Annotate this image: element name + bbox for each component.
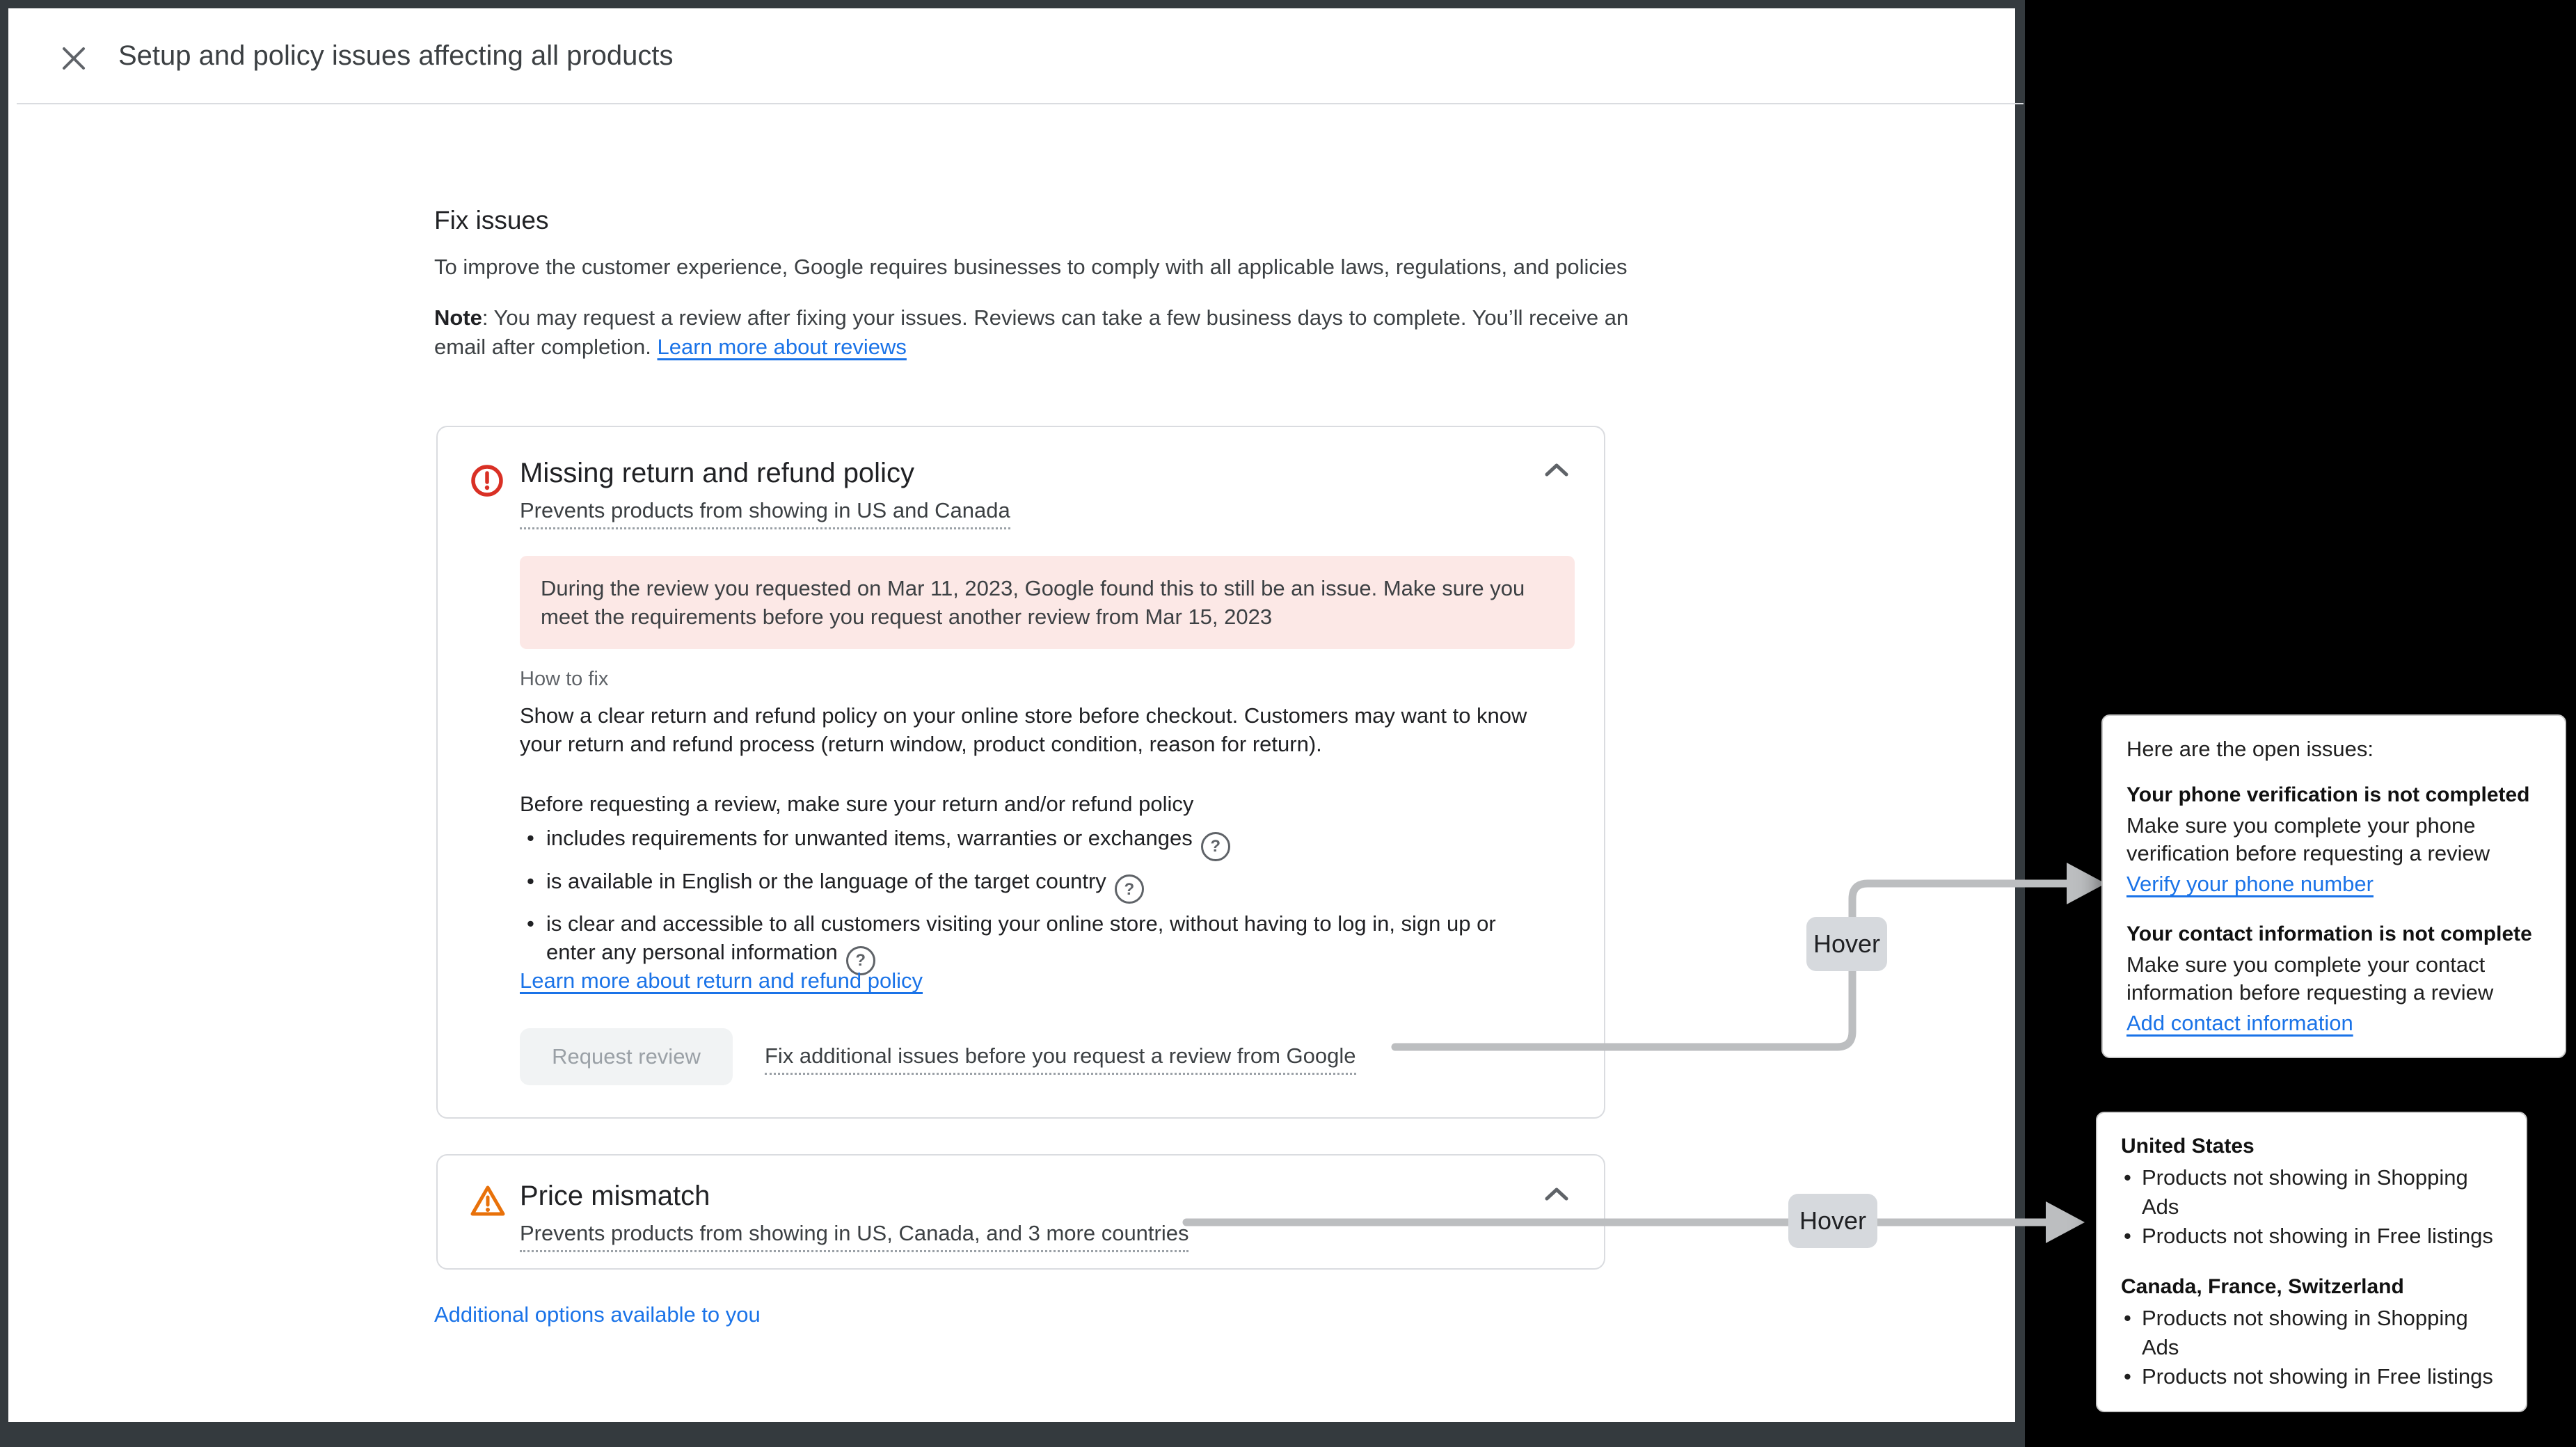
dialog-title: Setup and policy issues affecting all products (118, 40, 674, 71)
note-label: Note (434, 305, 482, 330)
policy-checklist (523, 824, 1532, 981)
header-divider (17, 103, 2024, 104)
intro-paragraph: To improve the customer experience, Google requires businesses to comply with all applicable laws, regulations, and policies (434, 255, 1628, 279)
tooltip-open-issues (2101, 714, 2566, 1058)
issue-list-item: • Products not showing in Shopping Ads (2121, 1304, 2502, 1362)
contact-info-title: Your contact information is not complete (2126, 922, 2532, 945)
tooltip-intro: Here are the open issues: (2126, 737, 2374, 761)
issue-card-missing-return-policy (436, 426, 1605, 1119)
collapse-chevron-up-icon[interactable] (1541, 1185, 1572, 1204)
issue-title: Price mismatch (520, 1181, 710, 1211)
collapse-chevron-up-icon[interactable] (1541, 461, 1572, 480)
tooltip-section-gap (2126, 898, 2541, 920)
checklist-item: • is available in English or the language of the target country ? (523, 867, 1532, 904)
connector-arrowhead-2 (2046, 1201, 2085, 1243)
tooltip-country-issues (2096, 1112, 2527, 1412)
add-contact-link[interactable]: Add contact information (2126, 1011, 2353, 1035)
checklist-item: • includes requirements for unwanted items, warranties or exchanges ? (523, 824, 1532, 861)
help-icon[interactable]: ? (1115, 874, 1144, 904)
help-icon[interactable]: ? (1201, 832, 1230, 861)
united-states-title: United States (2121, 1135, 2255, 1158)
error-icon (470, 463, 504, 502)
hover-badge-2: Hover (1788, 1194, 1877, 1248)
connector-arrowhead-1 (2067, 863, 2106, 904)
checklist-intro: Before requesting a review, make sure your return and/or refund policy (520, 792, 1194, 816)
additional-options-link: Additional options available to you (434, 1302, 761, 1327)
phone-verification-body: Make sure you complete your phone verification before requesting a review (2126, 813, 2490, 865)
how-to-fix-label: How to fix (520, 668, 609, 690)
help-icon[interactable]: ? (846, 946, 875, 975)
issue-list-item: • Products not showing in Free listings (2121, 1222, 2502, 1251)
how-to-fix-body: Show a clear return and refund policy on your online store before checkout. Customers may want to know your return and refund process (return window, product condition, reason for return). (520, 703, 1527, 756)
contact-info-body: Make sure you complete your contact information before requesting a review (2126, 952, 2494, 1005)
canada-france-switzerland-title: Canada, France, Switzerland (2121, 1275, 2404, 1298)
fix-additional-issues-note: Fix additional issues before you request a review from Google (765, 1044, 1356, 1069)
learn-more-return-policy: Learn more about return and refund policy (520, 968, 923, 993)
issue-card-price-mismatch (436, 1154, 1605, 1270)
issue-subtitle: Prevents products from showing in US and Canada (520, 498, 1010, 523)
tooltip-section-gap (2121, 1251, 2502, 1273)
fix-issues-heading: Fix issues (434, 206, 549, 234)
close-button[interactable] (57, 42, 90, 75)
verify-phone-link[interactable]: Verify your phone number (2126, 872, 2374, 896)
close-icon (57, 42, 90, 75)
us-issue-list (2121, 1163, 2502, 1251)
checklist-item: • is clear and accessible to all customers visiting your online store, without having to log in, sign up or enter any personal information ? (523, 909, 1532, 975)
cfs-issue-list (2121, 1304, 2502, 1391)
phone-verification-title: Your phone verification is not completed (2126, 783, 2530, 806)
issue-title: Missing return and refund policy (520, 458, 914, 488)
review-alert-banner: During the review you requested on Mar 11, 2023, Google found this to still be an issue. Make sure you meet the requirements before you request another review from Mar 15, 2023 (520, 556, 1575, 649)
issue-subtitle: Prevents products from showing in US, Canada, and 3 more countries (520, 1221, 1188, 1246)
issue-list-item: • Products not showing in Free listings (2121, 1362, 2502, 1391)
request-review-button[interactable]: Request review (520, 1028, 733, 1085)
learn-more-reviews-link[interactable]: Learn more about reviews (657, 335, 907, 359)
hover-badge-1: Hover (1806, 917, 1887, 971)
warning-icon (470, 1183, 506, 1222)
issue-list-item: • Products not showing in Shopping Ads (2121, 1163, 2502, 1222)
note-paragraph (434, 303, 1666, 362)
note-text: : You may request a review after fixing your issues. Reviews can take a few business days to complete. You’ll receive an email after completion. (434, 305, 1629, 359)
setup-policy-dialog (8, 8, 2015, 1422)
